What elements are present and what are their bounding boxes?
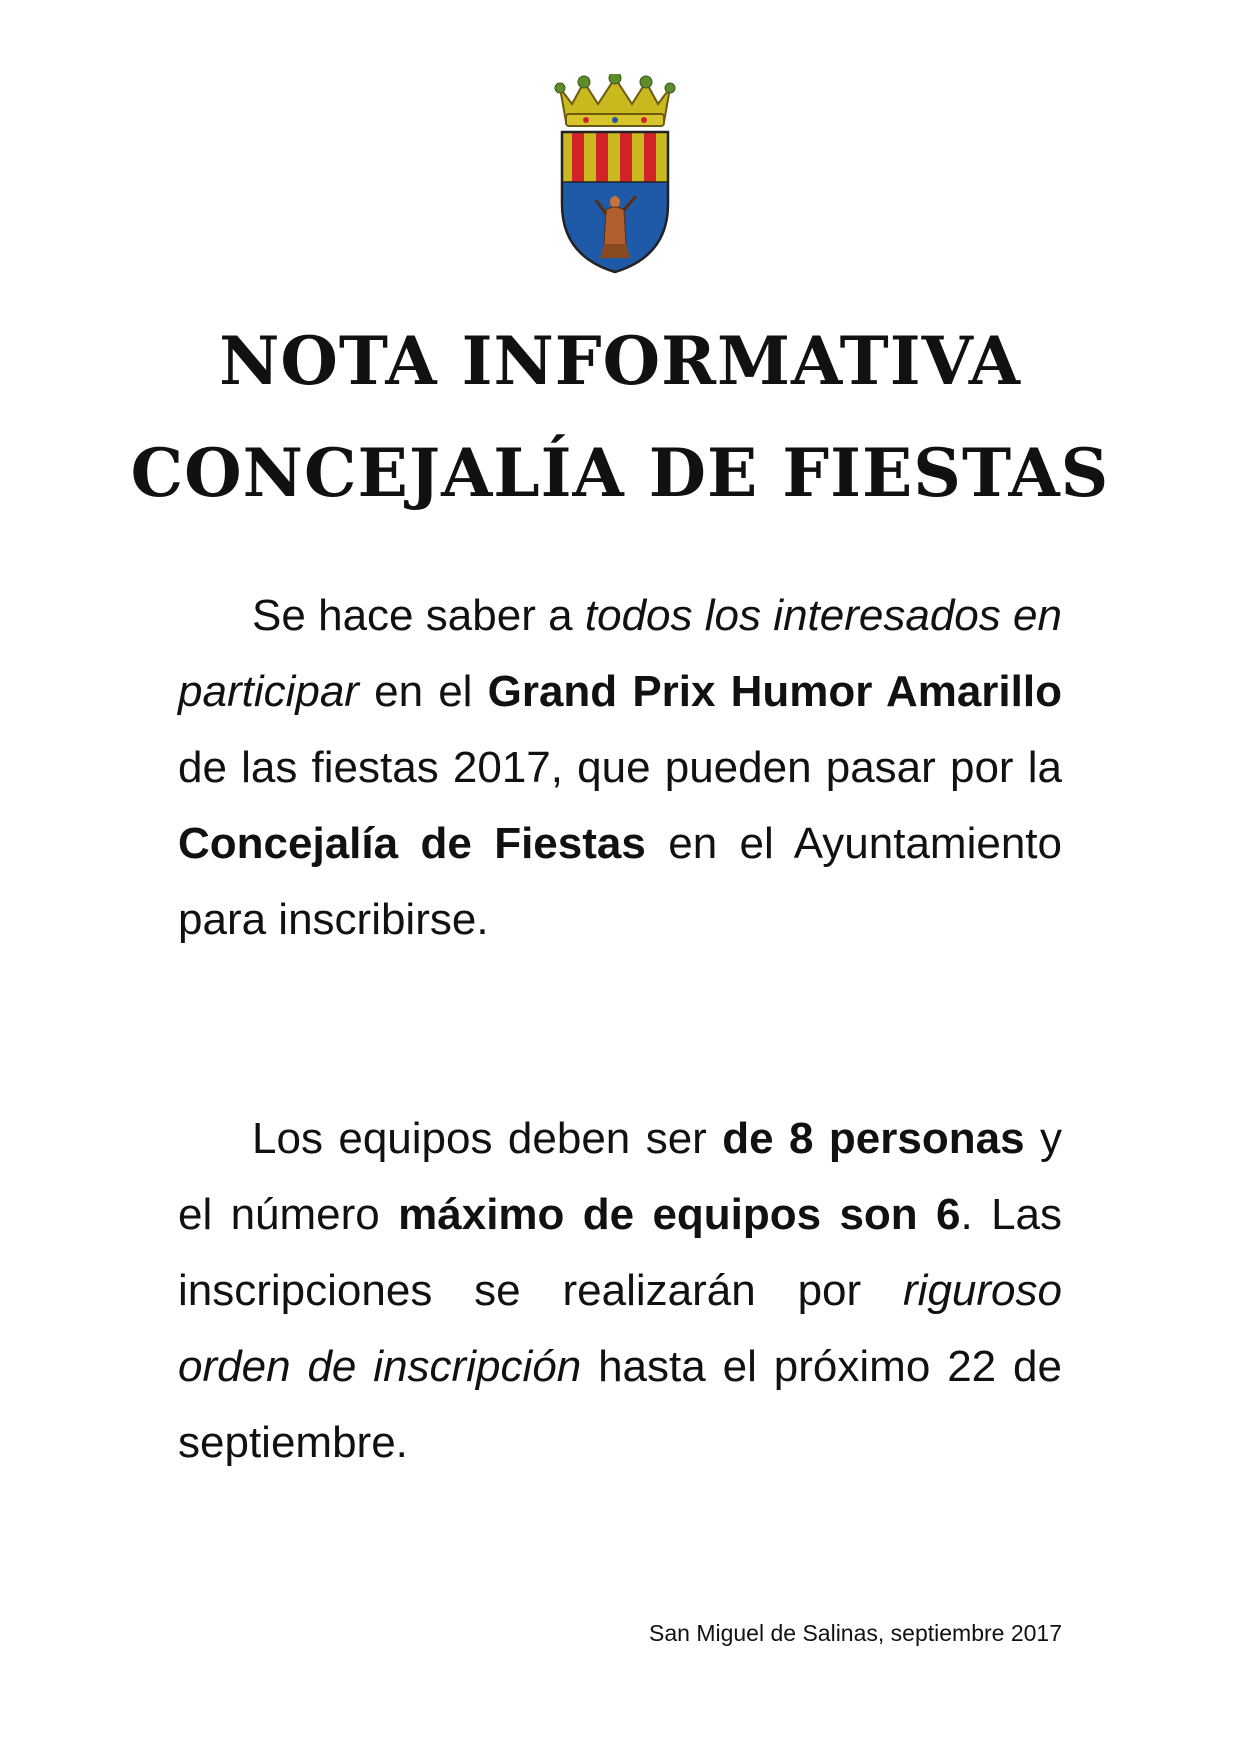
title-line-2: CONCEJALÍA DE FIESTAS (130, 434, 1110, 512)
p2-text-1: Los equipos deben ser (252, 1114, 723, 1163)
p2-italic-1: riguroso orden de inscripción (178, 1266, 1062, 1391)
p1-italic-1: todos los interesados en participar (178, 591, 1062, 716)
p1-text-3: de las fiestas 2017, que pueden pasar por la (178, 743, 1062, 792)
p1-bold-event: Grand Prix Humor Amarillo (487, 667, 1062, 716)
p1-text-4: en el Ayuntamiento para inscribirse. (178, 819, 1062, 944)
p2-text-2: y el número (178, 1114, 1062, 1239)
shield-icon (562, 132, 668, 274)
p1-text-2: en el (358, 667, 488, 716)
p1-text-1: Se hace saber a (252, 591, 585, 640)
paragraph-1 (178, 578, 1062, 958)
footer-place-date: San Miguel de Salinas, septiembre 2017 (649, 1620, 1062, 1646)
p2-text-4: hasta el próximo 22 de septiembre. (178, 1342, 1062, 1467)
p1-bold-office: Concejalía de Fiestas (178, 819, 646, 868)
p2-text-3: . Las inscripciones se realizarán por (178, 1190, 1063, 1315)
p2-bold-max-teams: máximo de equipos son 6 (398, 1190, 961, 1239)
paragraph-2 (178, 1101, 1062, 1481)
crown-icon (555, 74, 675, 126)
coat-of-arms-icon (550, 74, 680, 274)
title-line-1: NOTA INFORMATIVA (219, 322, 1021, 400)
p2-bold-team-size: de 8 personas (722, 1114, 1025, 1163)
